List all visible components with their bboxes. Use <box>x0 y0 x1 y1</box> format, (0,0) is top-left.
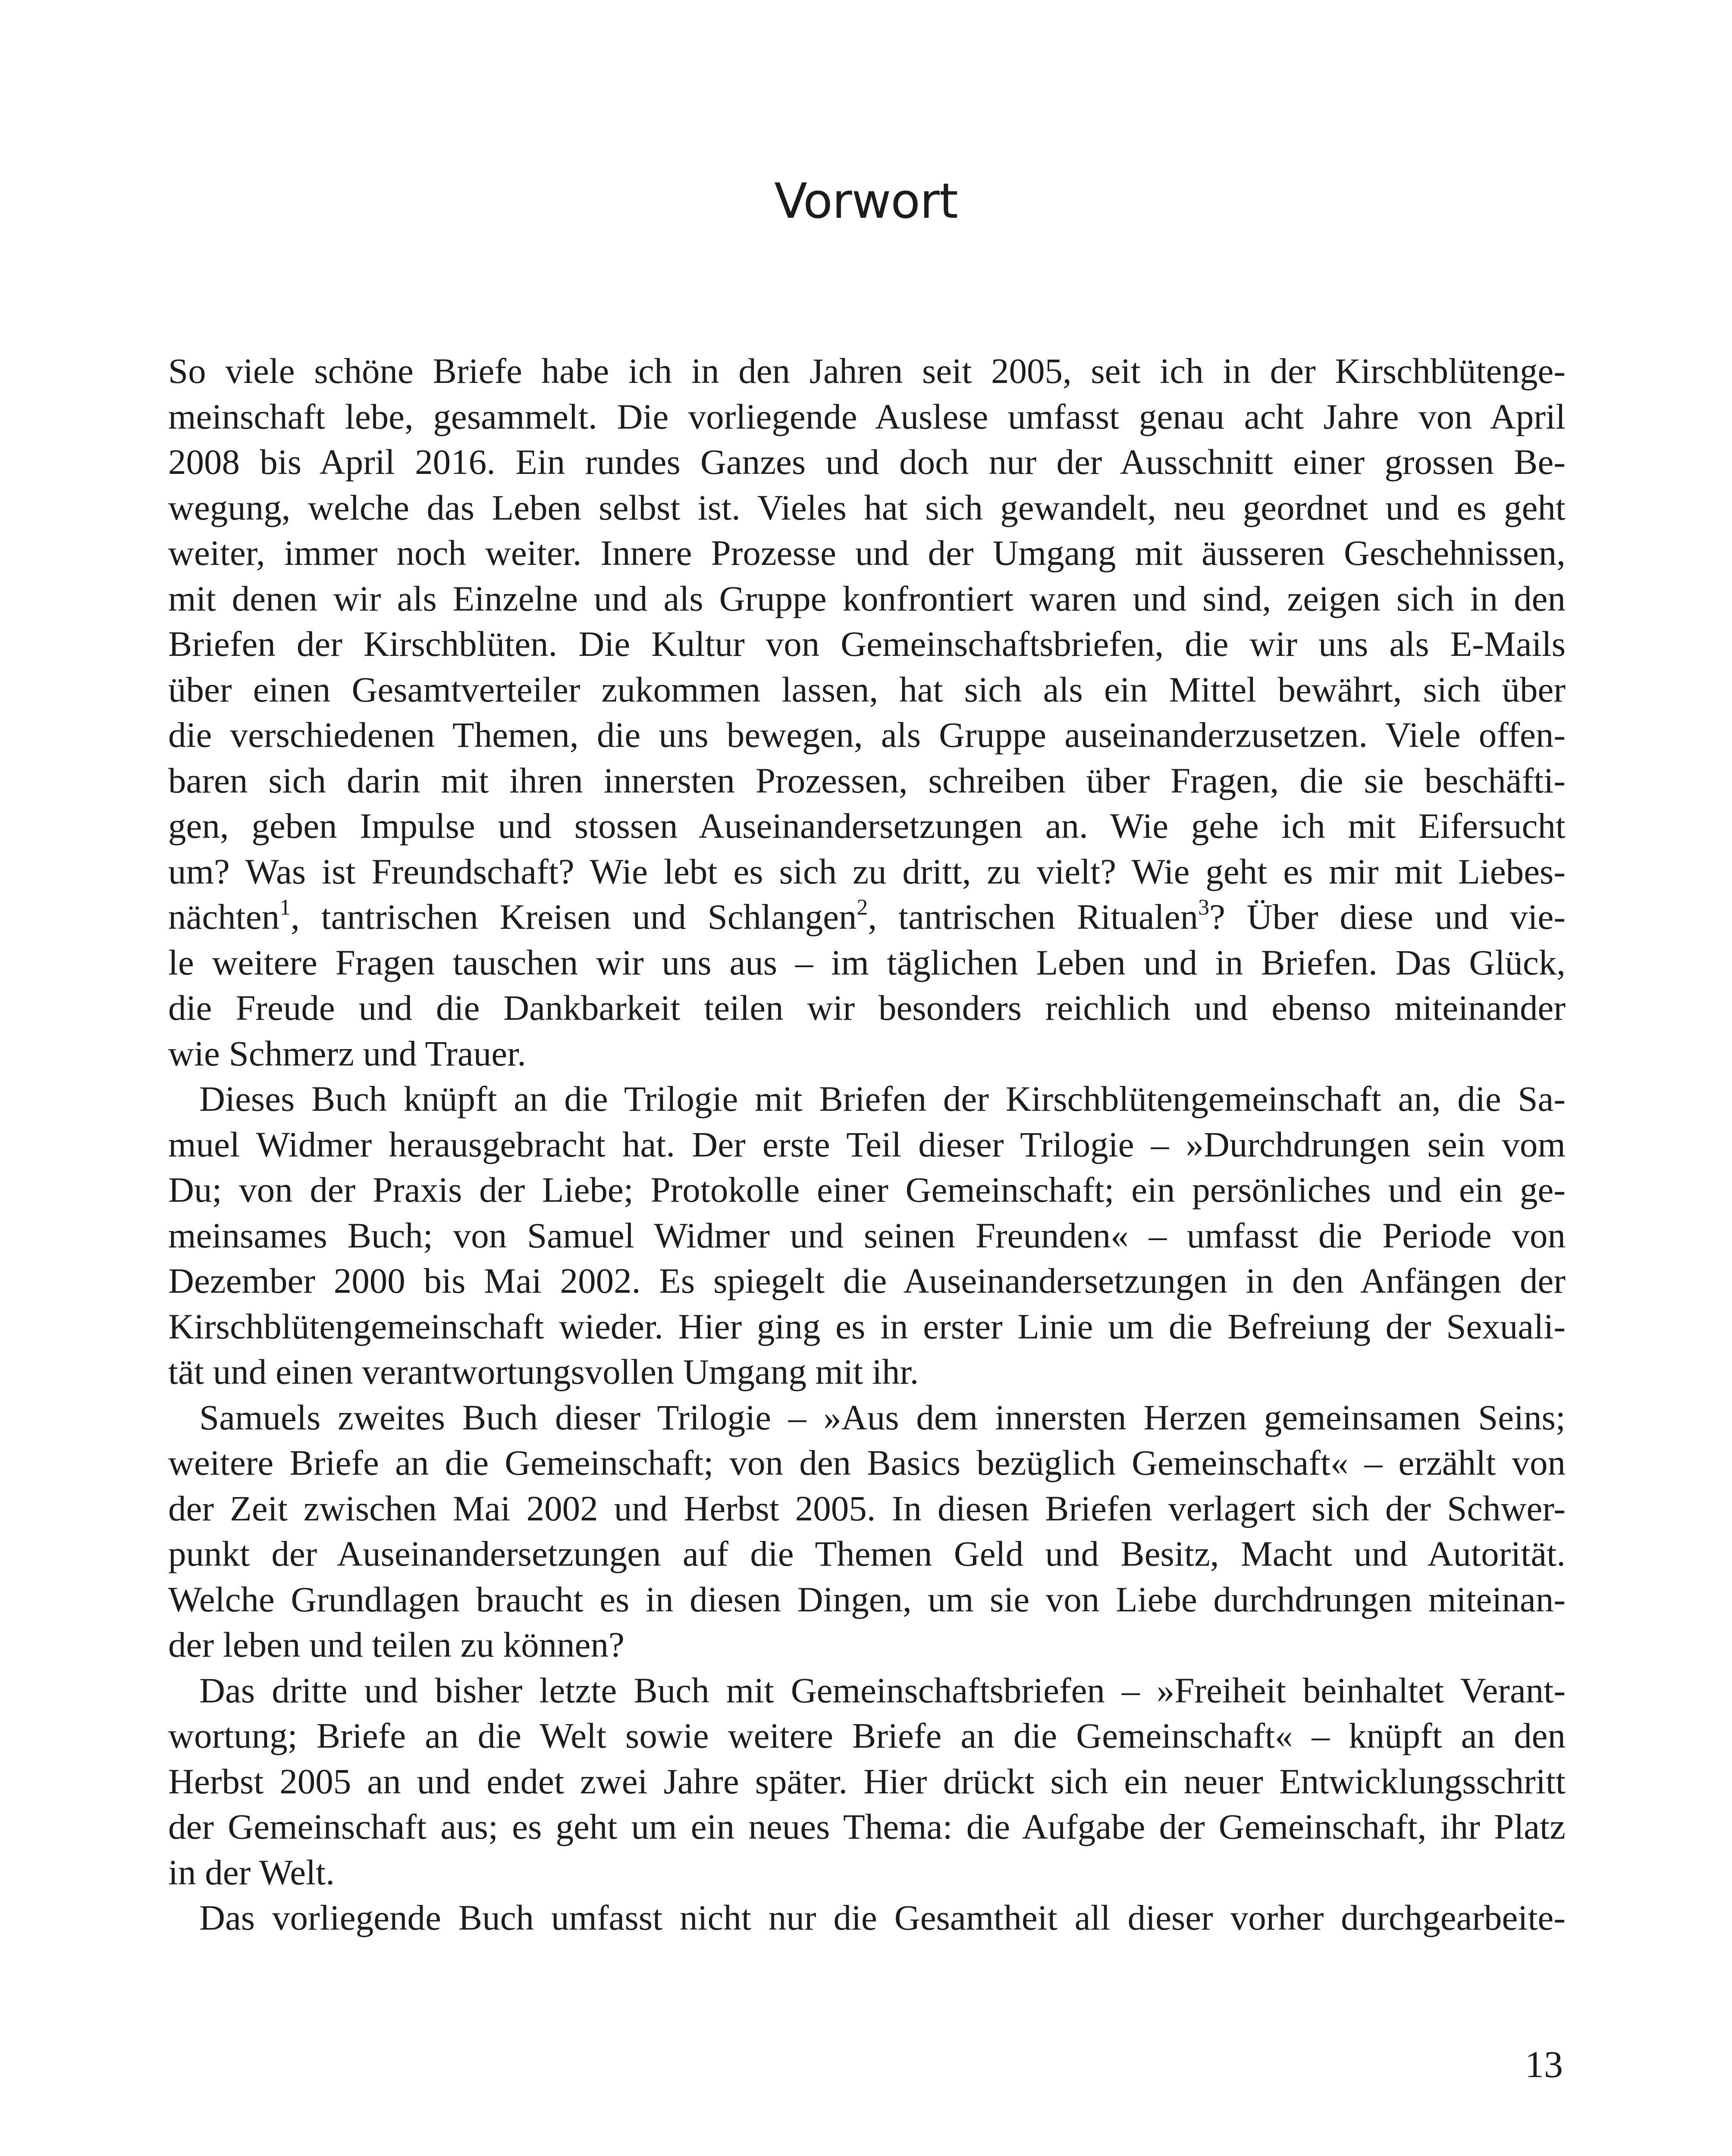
text-line: in der Welt. <box>168 1852 335 1892</box>
footnote-marker: 1 <box>279 895 291 920</box>
paragraph <box>168 1395 1566 1668</box>
footnote-marker: 2 <box>857 895 868 920</box>
text-line: baren sich darin mit ihren innersten Prozessen, schreiben über Fragen, die sie beschäfti- <box>168 760 1566 800</box>
text-line: mit denen wir als Einzelne und als Gruppe konfrontiert waren und sind, zeigen sich in den <box>168 578 1566 618</box>
text-line: weitere Briefe an die Gemeinschaft; von den Basics bezüglich Gemeinschaft« – erzählt von <box>168 1443 1566 1482</box>
text-segment: ? Über diese und vie- <box>1209 897 1566 937</box>
text-line: le weitere Fragen tauschen wir uns aus – im täglichen Leben und in Briefen. Das Glück, <box>168 942 1566 982</box>
body-text <box>168 348 1566 1941</box>
text-line: gen, geben Impulse und stossen Auseinandersetzungen an. Wie gehe ich mit Eifersucht <box>168 806 1566 846</box>
text-segment: , tantrischen Ritualen <box>868 897 1199 937</box>
page-number: 13 <box>1525 2044 1563 2086</box>
text-line: wie Schmerz und Trauer. <box>168 1033 526 1073</box>
text-line: um? Was ist Freundschaft? Wie lebt es sich zu dritt, zu vielt? Wie geht es mir mit Liebes- <box>168 851 1566 891</box>
footnote-marker: 3 <box>1198 895 1210 920</box>
text-line: Herbst 2005 an und endet zwei Jahre später. Hier drückt sich ein neuer Entwicklungsschritt <box>168 1761 1566 1801</box>
text-line-with-footnotes <box>168 894 1566 940</box>
text-line: Briefen der Kirschblüten. Die Kultur von Gemeinschaftsbriefen, die wir uns als E-Mails <box>168 624 1566 664</box>
text-line: tät und einen verantwortungsvollen Umgang mit ihr. <box>168 1352 919 1391</box>
text-line: der Zeit zwischen Mai 2002 und Herbst 2005. In diesen Briefen verlagert sich der Schwer- <box>168 1488 1566 1528</box>
text-line: muel Widmer herausgebracht hat. Der erste Teil dieser Trilogie – »Durchdrungen sein vom <box>168 1124 1566 1164</box>
chapter-title: Vorwort <box>774 173 958 229</box>
paragraph <box>168 348 1566 1076</box>
paragraph <box>168 1668 1566 1896</box>
text-line: der Gemeinschaft aus; es geht um ein neues Thema: die Aufgabe der Gemeinschaft, ihr Platz <box>168 1807 1566 1846</box>
text-line: Du; von der Praxis der Liebe; Protokolle einer Gemeinschaft; ein persönliches und ein ge- <box>168 1170 1566 1210</box>
text-line: weiter, immer noch weiter. Innere Prozesse und der Umgang mit äusseren Geschehnissen, <box>168 533 1566 573</box>
paragraph <box>168 1895 1566 1941</box>
text-segment: nächten <box>168 897 280 937</box>
text-line: über einen Gesamtverteiler zukommen lassen, hat sich als ein Mittel bewährt, sich über <box>168 669 1566 709</box>
paragraph <box>168 1076 1566 1395</box>
text-line: Samuels zweites Buch dieser Trilogie – »Aus dem innersten Herzen gemeinsamen Seins; <box>199 1397 1566 1437</box>
text-line: die Freude und die Dankbarkeit teilen wir besonders reichlich und ebenso miteinander <box>168 988 1566 1028</box>
text-line: Kirschblütengemeinschaft wieder. Hier ging es in erster Linie um die Befreiung der Sexuali- <box>168 1306 1566 1346</box>
text-line: 2008 bis April 2016. Ein rundes Ganzes und doch nur der Ausschnitt einer grossen Be- <box>168 442 1566 482</box>
text-line: wegung, welche das Leben selbst ist. Vieles hat sich gewandelt, neu geordnet und es geht <box>168 487 1566 527</box>
text-line: Welche Grundlagen braucht es in diesen Dingen, um sie von Liebe durchdrungen miteinan- <box>168 1579 1566 1619</box>
text-line: die verschiedenen Themen, die uns bewegen, als Gruppe auseinanderzusetzen. Viele offen- <box>168 715 1566 755</box>
text-line: So viele schöne Briefe habe ich in den Jahren seit 2005, seit ich in der Kirschblütenge- <box>168 351 1566 391</box>
text-line: meinsames Buch; von Samuel Widmer und seinen Freunden« – umfasst die Periode von <box>168 1215 1566 1255</box>
text-line: Dezember 2000 bis Mai 2002. Es spiegelt die Auseinandersetzungen in den Anfängen der <box>168 1261 1566 1300</box>
text-line: meinschaft lebe, gesammelt. Die vorliegende Auslese umfasst genau acht Jahre von April <box>168 396 1566 436</box>
text-line: der leben und teilen zu können? <box>168 1625 624 1664</box>
text-segment: , tantrischen Kreisen und Schlangen <box>291 897 857 937</box>
text-line: Dieses Buch knüpft an die Trilogie mit Briefen der Kirschblütengemeinschaft an, die Sa- <box>199 1079 1566 1119</box>
text-line: punkt der Auseinandersetzungen auf die Themen Geld und Besitz, Macht und Autorität. <box>168 1534 1566 1573</box>
text-line: wortung; Briefe an die Welt sowie weitere Briefe an die Gemeinschaft« – knüpft an den <box>168 1716 1566 1755</box>
text-line: Das vorliegende Buch umfasst nicht nur die Gesamtheit all dieser vorher durchgearbeite- <box>199 1898 1566 1937</box>
text-line: Das dritte und bisher letzte Buch mit Gemeinschaftsbriefen – »Freiheit beinhaltet Verant- <box>199 1670 1566 1710</box>
